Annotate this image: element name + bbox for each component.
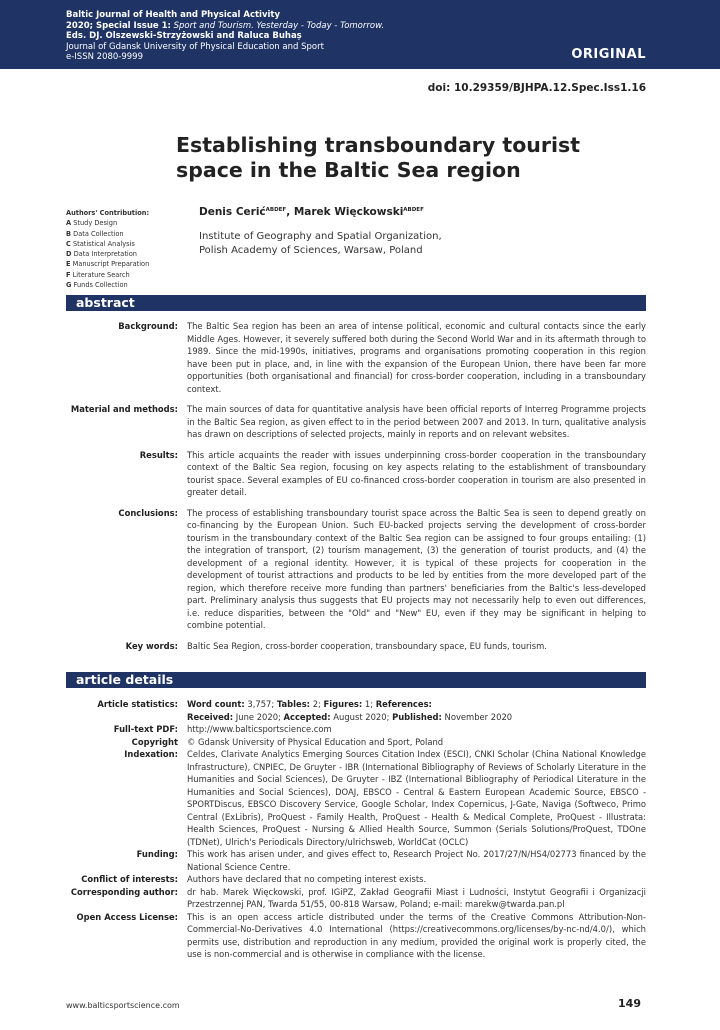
- contribution-item: B Data Collection: [66, 229, 124, 238]
- abstract-section: [66, 320, 646, 652]
- fulltext-link[interactable]: http://www.balticsportscience.com: [187, 724, 332, 734]
- journal-info: [66, 10, 384, 63]
- details-row-copyright: Copyright © Gdansk University of Physical Education and Sport, Poland: [131, 736, 444, 747]
- publisher-line: Journal of Gdansk University of Physical Education and Sport: [66, 41, 324, 52]
- page-number: 149: [618, 997, 641, 1010]
- author-name: Marek Więckowski: [293, 206, 404, 218]
- details-row-conflict: Conflict of interests: Authors have declared that no competing interest exists.: [81, 874, 427, 884]
- details-row-license: Open Access License: This is an open access article distributed under the terms of the Creative Commons Attribution-Non-Commercial-No-Derivatives 4.0 International (https://creativecommons.org/licenses/by-nc-nd/4.0/), which permits use, distribution and reproduction in any medium, provided the original work is properly cited, the use is non-commercial and is otherwise in compliance with the license.: [76, 911, 646, 959]
- article-type: ORIGINAL: [571, 47, 646, 62]
- abstract-heading-bar: [66, 295, 646, 311]
- contribution-item: G Funds Collection: [66, 281, 128, 290]
- contribution-item: C Statistical Analysis: [66, 239, 135, 248]
- authors-contribution-legend: [66, 208, 186, 290]
- details-row-funding: Funding: This work has arisen under, and gives effect to, Research Project No. 2017/27/N/HS4/02773 financed by the National Science Centre.: [136, 849, 646, 872]
- contribution-item: D Data Interpretation: [66, 250, 137, 259]
- contribution-item: F Literature Search: [66, 270, 130, 279]
- issn-line: e-ISSN 2080-9999: [66, 52, 143, 63]
- contribution-item: E Manuscript Preparation: [66, 260, 150, 269]
- author-contribution-codes: ABDEF: [403, 207, 424, 213]
- author-contribution-codes: ABDEF: [265, 207, 287, 213]
- abstract-row-keywords: Key words: Baltic Sea Region, cross-border cooperation, transboundary space, EU funds, tourism.: [125, 640, 547, 651]
- details-row-indexation: Indexation: Celdes, Clarivate Analytics Emerging Sources Citation Index (ESCI), CNKI Scholar (China National Knowledge Infrastructure), CNPIEC, De Gruyter - IBR (International Bibliography of Reviews of Scholarly Literature in the Humanities and Social Sciences), De Gruyter - IBZ (International Bibliography of Periodical Literature in the Humanities and Social Sciences), DOAJ, EBSCO - Central & Eastern European Academic Source, EBSCO - SPORTDiscus, EBSCO Discovery Service, Google Scholar, Index Copernicus, J-Gate, Naviga (Softweco, Primo Central (ExLibris), ProQuest - Family Health, ProQuest - Health & Medical Complete, ProQuest - Illustrata: Health Sciences, ProQuest - Nursing & Allied Health Source, Summon (Serials Solutions/ProQuest, TDOne (TDNet), Ulrich's Periodicals Directory/ulrichsweb, WorldCat (OCLC): [124, 749, 646, 847]
- affiliation: Institute of Geography and Spatial Organization, Polish Academy of Sciences, Warsaw, Poland: [199, 231, 442, 256]
- contribution-item: A Study Design: [66, 219, 118, 228]
- journal-header: [0, 0, 720, 69]
- abstract-row-background: Background: The Baltic Sea region has been an area of intense political, economic and cultural contacts since the early Middle Ages. However, it severely suffered both during the Second World War and in its aftermath through to 1989. Since the mid-1990s, initiatives, programs and organisations promoting cooperation in this region have been put in place, and, in line with the expansion of the European Union, there have been far more opportunities (both organisational and financial) for cross-border cooperation, including in a transboundary context.: [118, 321, 646, 394]
- contribution-heading: Authors' Contribution:: [66, 209, 150, 217]
- details-row-fulltext: Full-text PDF: http://www.balticsportscience.com: [66, 723, 646, 736]
- abstract-heading: abstract: [76, 295, 135, 310]
- issue-theme: Sport and Tourism. Yesterday - Today - Tomorrow.: [173, 20, 385, 31]
- abstract-row-conclusions: Conclusions: The process of establishing transboundary tourist space across the Baltic Sea is seen to depend greatly on co-financing by the European Union. Such EU-backed projects serving the development of cross-border tourism in the transboundary context of the Baltic Sea region can be assigned to four groups entailing: (1) the integration of transport, (2) tourism management, (3) the generation of tourist products, and (4) the development of a regional identity. However, it is typical of these projects for cooperation in the development of tourist attractions and products to be led by entities from the more developed part of the region, which therefore receive more funding than partners' beneficiaries from the Baltic's less-developed part. Preliminary analysis thus suggests that EU projects may not necessarily help to even out differences, i.e. reduce disparities, between the "Old" and "New" EU, even if they may be significant in helping to combine potential.: [118, 507, 646, 630]
- issue-line: [66, 21, 384, 32]
- details-row-statistics: Article statistics: Word count: 3,757; Tables: 2; Figures: 1; References: Received: June 2020; Accepted: August 2020; Published: November 2020: [97, 699, 513, 722]
- editors-line: Eds. DJ. Olszewski-Strzyżowski and Raluca Buhaș: [66, 31, 302, 42]
- journal-name: Baltic Journal of Health and Physical Activity: [66, 10, 281, 20]
- article-details-heading: article details: [76, 672, 174, 687]
- details-row-corresponding: Corresponding author: dr hab. Marek Więckowski, prof. IGiPZ, Zakład Geografii Miast i Ludności, Instytut Geografii i Organizacji Przestrzennej PAN, Twarda 51/55, 00-818 Warsaw, Poland; e-mail: marekw@twarda.pan.pl: [70, 886, 646, 909]
- footer-url[interactable]: www.balticsportscience.com: [66, 1001, 180, 1010]
- article-details-heading-bar: [66, 672, 646, 688]
- doi[interactable]: doi: 10.29359/BJHPA.12.Spec.Iss1.16: [427, 82, 646, 94]
- issue-label: 2020; Special Issue 1:: [66, 20, 171, 31]
- abstract-row-methods: Material and methods: The main sources of data for quantitative analysis have been official reports of Interreg Programme projects in the Baltic Sea region, as given effect to in the period between 2007 and 2013. In turn, qualitative analysis has drawn on descriptions of selected projects, mainly in reports and on relevant websites.: [70, 404, 646, 439]
- abstract-row-results: Results: This article acquaints the reader with issues underpinning cross-border cooperation in the transboundary context of the Baltic Sea region, focusing on key aspects relating to the establishment of transboundary tourist space. Several examples of EU co-financed cross-border cooperation in tourism are also presented in greater detail.: [139, 449, 646, 497]
- author-name: Denis Cerić: [199, 206, 266, 218]
- author-list: Denis Cerić$^{ABDEF}$, Marek Więckowski$^{ABDEF}$: [199, 206, 424, 218]
- article-title: Establishing transboundary tourist space in the Baltic Sea region: [176, 133, 581, 182]
- article-details-section: [66, 698, 646, 961]
